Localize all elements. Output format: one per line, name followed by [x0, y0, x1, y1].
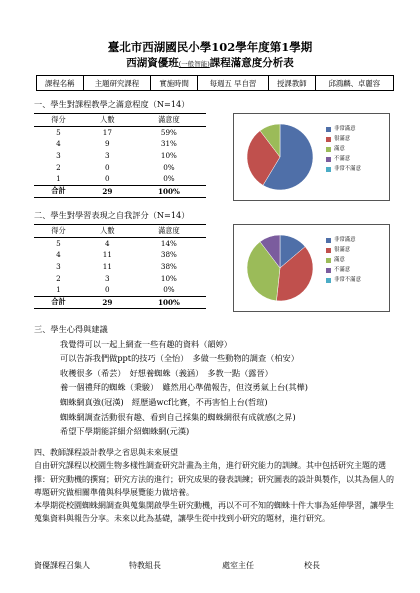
pie-chart-1 [233, 113, 390, 201]
section2-heading: 二、學生對學習表現之自我評分（N=14） [34, 210, 190, 220]
legend-swatch [326, 258, 331, 263]
cell: 3 [56, 262, 61, 272]
legend-item [326, 154, 361, 164]
legend-swatch [326, 167, 331, 172]
header-score: 得分 [34, 225, 83, 238]
section3 [34, 322, 308, 439]
cell: 100% [132, 185, 206, 198]
teacher-label: 授課教師 [269, 76, 316, 91]
cell: 4 [56, 250, 61, 260]
reflection-paragraph-2: 本學期從校園蜘蛛網調查與蒐集開啟學生研究動機，再以不可不知的蜘蛛十件大事為延伸學習，讓學生蒐集資料與報告分享。未來以此為基礎，讓學生從中找到小研究的題材，進行研究。 [34, 501, 394, 524]
comment-line: 收穫很多（希芸） 好想養蜘蛛（義涵） 多教一點（露晉） [60, 367, 273, 378]
header-count: 人數 [83, 225, 132, 238]
subtitle-form-name: 課程滿意度分析表 [209, 57, 294, 69]
comment-line: 蜘蛛網調查活動很有趣、看到自己採集的蜘蛛網很有成就感(之昇) [60, 411, 296, 422]
legend-item [326, 265, 361, 275]
cell: 59% [160, 127, 177, 137]
table-row [34, 173, 206, 185]
table-row [34, 161, 206, 173]
cell: 0 [105, 285, 110, 295]
cell: 0% [163, 174, 175, 184]
legend-label: 非常不滿意 [334, 166, 361, 172]
legend-swatch [326, 137, 331, 142]
signature-director: 處室主任 [222, 561, 254, 570]
comment-line: 希望下學期能詳細介紹蜘蛛網(元漢) [60, 426, 190, 437]
cell: 38% [160, 262, 177, 272]
section1-heading: 一、學生對課程教學之滿意程度（N=14） [34, 99, 190, 109]
table-row [34, 150, 206, 162]
legend-label: 滿意 [334, 257, 345, 263]
legend-swatch [326, 268, 331, 273]
cell: 0% [163, 162, 175, 172]
signature-section-chief: 特教組長 [129, 561, 161, 570]
total-row [34, 185, 206, 198]
table-row [34, 272, 206, 284]
total-row [34, 296, 206, 309]
teacher-value: 邱鴻麟、卓麗容 [315, 76, 393, 91]
schedule-label: 實施時間 [151, 76, 198, 91]
table-row [34, 126, 206, 138]
cell: 11 [102, 250, 112, 260]
legend-swatch [326, 147, 331, 152]
legend-swatch [326, 238, 331, 243]
legend-item [326, 164, 361, 174]
cell: 14% [160, 238, 177, 248]
pie-chart-2 [233, 224, 390, 312]
section4-heading: 四、教師課程設計教學之省思與未來展望 [34, 448, 178, 457]
cell: 1 [56, 174, 61, 184]
cell: 4 [56, 139, 61, 149]
legend-label: 很滿意 [334, 247, 351, 253]
cell: 3 [56, 151, 61, 161]
chart-2-legend [326, 235, 361, 285]
header-satisfaction: 滿意度 [132, 225, 206, 238]
legend-label: 非常滿意 [334, 237, 356, 243]
cell: 17 [102, 127, 112, 137]
course-name-label: 課程名稱 [37, 76, 84, 91]
legend-item [326, 275, 361, 285]
legend-item [326, 255, 361, 265]
cell: 5 [56, 127, 61, 137]
table-row [34, 237, 206, 249]
chart-1-legend [326, 124, 361, 174]
cell: 0 [105, 174, 110, 184]
table-row [34, 249, 206, 261]
document-title: 臺北市西湖國民小學102學年度第1學期 [107, 40, 313, 54]
cell: 2 [56, 162, 61, 172]
cell: 31% [160, 139, 177, 149]
cell: 合計 [34, 296, 83, 309]
table-row [34, 284, 206, 296]
subtitle-class-name: 西湖資優班 [126, 57, 179, 69]
cell: 100% [132, 296, 206, 309]
cell: 29 [83, 296, 132, 309]
cell: 10% [160, 273, 177, 283]
legend-swatch [326, 157, 331, 162]
document-subtitle [0, 55, 420, 70]
legend-label: 不滿意 [334, 267, 351, 273]
subtitle-class-type: (一般智能) [178, 60, 210, 68]
header-score: 得分 [34, 114, 83, 127]
reflection-paragraph-1: 自由研究課程以校園生物多樣性調查研究計畫為主角，進行研究能力的訓練。其中包括研究主題的選擇：研究動機的撰寫；研究方法的進行；研究成果的發表訓練；研究圖表的設計與製作，以其為個人的專題研究做相關準備與科學展覽能力做培養。 [34, 461, 394, 497]
cell: 5 [56, 238, 61, 248]
legend-item [326, 124, 361, 134]
cell: 3 [105, 151, 110, 161]
cell: 4 [105, 238, 110, 248]
pie-chart-1-svg [240, 120, 320, 194]
cell: 29 [83, 185, 132, 198]
table-row [34, 261, 206, 273]
legend-label: 非常不滿意 [334, 277, 361, 283]
schedule-value: 每週五 早自習 [197, 76, 268, 91]
course-info-table [36, 75, 394, 91]
cell: 合計 [34, 185, 83, 198]
cell: 2 [56, 273, 61, 283]
legend-item [326, 245, 361, 255]
section3-heading: 三、學生心得與建議 [34, 324, 108, 334]
section1-table [34, 113, 206, 198]
pie-chart-2-svg [240, 231, 320, 305]
legend-label: 滿意 [334, 146, 345, 152]
legend-swatch [326, 127, 331, 132]
cell: 0% [163, 285, 175, 295]
cell: 9 [105, 139, 110, 149]
legend-item [326, 144, 361, 154]
comment-line: 我覺得可以一起上網查一些有趣的資料（韻婷） [60, 338, 232, 349]
cell: 3 [105, 273, 110, 283]
comment-line: 養一個禮拜的蜘蛛（秉駿） 雖然用心準備報告，但沒勇氣上台(其樺) [60, 382, 308, 393]
legend-item [326, 235, 361, 245]
cell: 11 [102, 262, 112, 272]
header-satisfaction: 滿意度 [132, 114, 206, 127]
section4 [34, 446, 394, 526]
legend-item [326, 134, 361, 144]
legend-swatch [326, 248, 331, 253]
signature-coordinator: 資優課程召集人 [34, 561, 90, 570]
comment-line: 可以告訴我們做ppt的技巧（全怡） 多做一些動物的調查（柏安） [60, 353, 299, 364]
legend-swatch [326, 278, 331, 283]
cell: 10% [160, 151, 177, 161]
cell: 38% [160, 250, 177, 260]
comment-line: 蜘蛛網真強(冠漢) 經歷過wcf比賽，不再害怕上台(哲瑄) [60, 396, 268, 407]
course-name-value: 主題研究課程 [83, 76, 151, 91]
cell: 1 [56, 285, 61, 295]
signature-principal: 校長 [304, 561, 320, 570]
legend-label: 非常滿意 [334, 126, 356, 132]
cell: 0 [105, 162, 110, 172]
legend-label: 不滿意 [334, 156, 351, 162]
header-count: 人數 [83, 114, 132, 127]
table-row [34, 138, 206, 150]
section2-table [34, 224, 206, 309]
legend-label: 很滿意 [334, 136, 351, 142]
